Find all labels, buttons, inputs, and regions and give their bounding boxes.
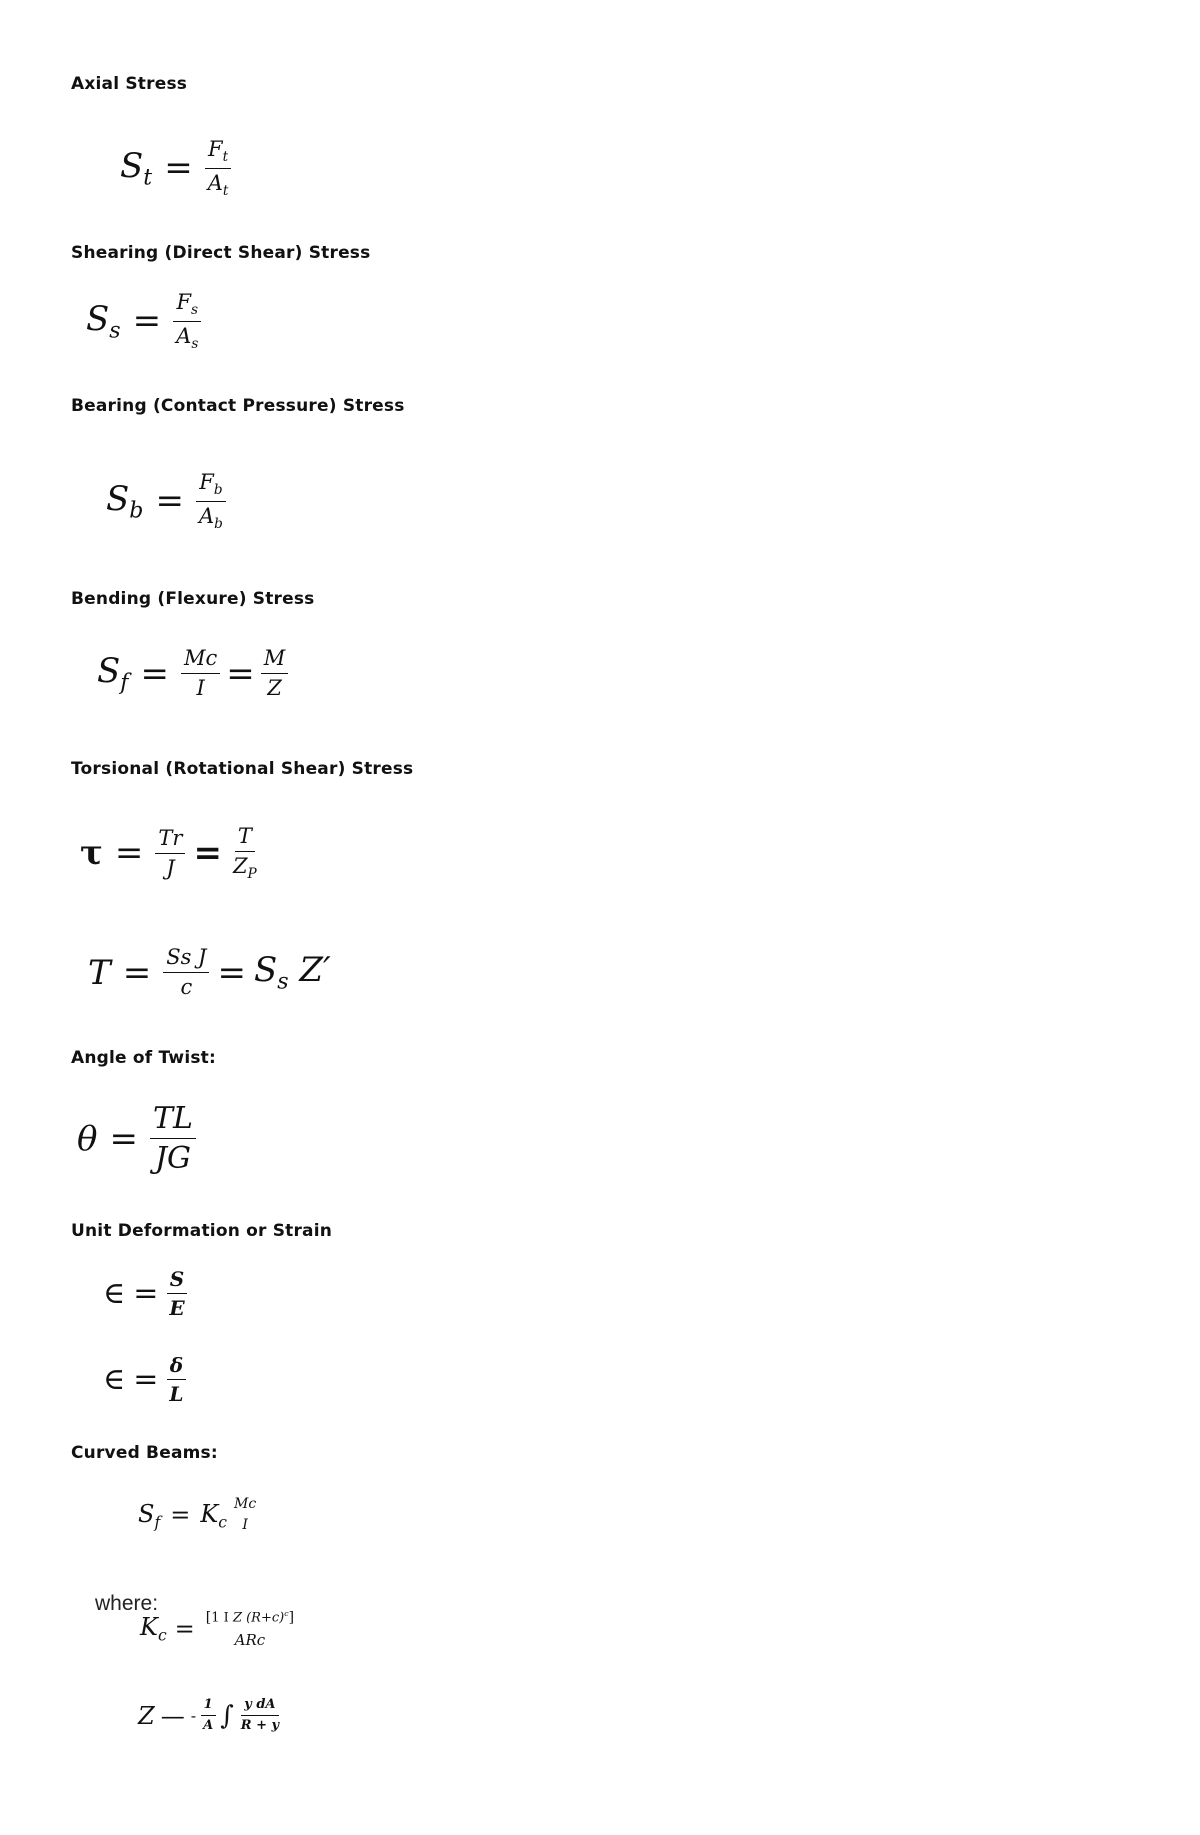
equation-bending-stress: $S_f$ = $\frac{Mc}{I}$ = $\frac{M}{Z}$ [97, 647, 288, 700]
fraction: $\frac{\text{Ss J}}{c}$ [163, 946, 209, 999]
fraction: $\frac{F_t}{A_t}$ [205, 138, 232, 199]
equation-curved-beam-stress: $S_f$ = $K_c$ Mc I [138, 1497, 259, 1534]
lhs: $S_f$ [138, 1499, 161, 1532]
fraction: $\frac{T}{Z_P}$ [232, 824, 257, 882]
curvature-factor: $K_c$ [200, 1499, 228, 1532]
heading-strain: Unit Deformation or Strain [71, 1221, 333, 1241]
lhs: T [88, 952, 111, 993]
heading-shearing-stress: Shearing (Direct Shear) Stress [71, 243, 371, 263]
where-label: where: [95, 1592, 159, 1615]
heading-bearing-stress: Bearing (Contact Pressure) Stress [71, 396, 405, 416]
lhs: $S_t$ [120, 145, 153, 191]
fraction: $\frac{Mc}{I}$ [181, 647, 220, 700]
lhs: ∈ [103, 1276, 126, 1311]
lhs: $S_f$ [97, 651, 129, 696]
lhs: $S_s$ [86, 298, 121, 344]
heading-axial-stress: Axial Stress [71, 74, 188, 94]
equation-torque: T = $\frac{\text{Ss J}}{c}$ = $S_s$ Z′ [88, 945, 331, 1000]
fraction: $\frac{F_b}{A_b}$ [196, 471, 226, 532]
heading-curved-beams: Curved Beams: [71, 1443, 218, 1463]
heading-torsional-stress: Torsional (Rotational Shear) Stress [71, 759, 414, 779]
fraction: Mc I [234, 1496, 257, 1534]
equation-axial-stress: $S_t$ = $\frac{F_t}{A_t}$ [120, 138, 231, 199]
fraction: $\frac{1}{A}$ [200, 1698, 216, 1734]
equation-strain-deformation: ∈ = $\frac{\delta}{L}$ [103, 1354, 186, 1405]
lhs: $S_b$ [106, 478, 144, 524]
equation-angle-of-twist: θ = $\frac{TL}{JG}$ [77, 1102, 196, 1175]
fraction: $\frac{M}{Z}$ [261, 647, 289, 700]
fraction: [1 I Z $(R+c)^c$] ARc [205, 1609, 295, 1649]
equation-torsional-stress: τ = $\frac{Tr}{J}$ = $\frac{T}{Z_P}$ [80, 825, 260, 882]
lhs: $K_c$ [140, 1613, 167, 1645]
fraction: $\frac{S}{E}$ [166, 1268, 187, 1319]
heading-bending-stress: Bending (Flexure) Stress [71, 589, 315, 609]
lhs: ∈ [103, 1362, 126, 1397]
equation-curvature-factor: $K_c$ = [1 I Z $(R+c)^c$] ARc [140, 1610, 297, 1648]
equation-shearing-stress: $S_s$ = $\frac{F_s}{A_s}$ [86, 291, 201, 352]
equation-section-property: Z — - $\frac{1}{A}$ ∫ $\frac{\text{y dA}}{R + y}$ [138, 1698, 282, 1734]
fraction: $\frac{F_s}{A_s}$ [173, 291, 201, 352]
integral-sign: ∫ [220, 1700, 234, 1731]
fraction: $\frac{TL}{JG}$ [150, 1102, 196, 1175]
fraction: $\frac{\text{y dA}}{R + y}$ [240, 1697, 280, 1734]
equation-strain-stress: ∈ = $\frac{S}{E}$ [103, 1268, 188, 1319]
fraction: $\frac{\delta}{L}$ [166, 1354, 186, 1405]
equation-bearing-stress: $S_b$ = $\frac{F_b}{A_b}$ [106, 471, 226, 532]
heading-angle-of-twist: Angle of Twist: [71, 1048, 217, 1068]
lhs: θ [77, 1118, 98, 1159]
lhs: Z [138, 1701, 155, 1730]
rhs: $S_s$ Z′ [253, 950, 331, 995]
lhs: τ [80, 833, 103, 874]
fraction: $\frac{Tr}{J}$ [155, 827, 185, 880]
